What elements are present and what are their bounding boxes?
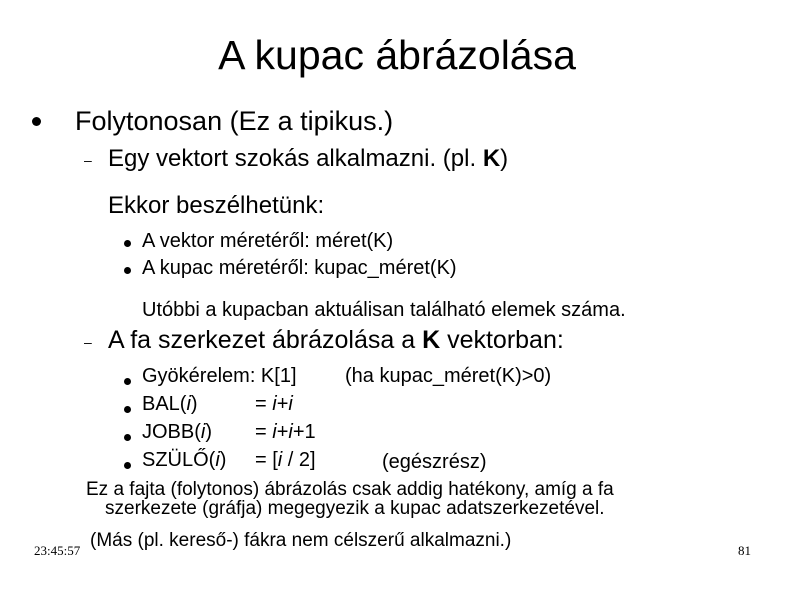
label-var: i — [186, 393, 191, 415]
sub2-item-3-comment: (egészrész) — [382, 451, 487, 473]
bullet-icon — [124, 462, 131, 469]
sub1-continuation: Ekkor beszélhetünk: — [108, 192, 325, 219]
label-var: i — [200, 421, 206, 443]
sub2-item-2-label — [142, 421, 212, 444]
tail: +1 — [292, 421, 316, 443]
bullet-icon — [124, 378, 131, 385]
bullet-icon — [124, 434, 131, 441]
sub1-item-1: A kupac méretéről: kupac_méret(K) — [142, 257, 457, 279]
eq: = [ — [255, 449, 278, 471]
sub2-suffix: vektorban: — [440, 326, 564, 354]
dash-icon: – — [84, 152, 92, 168]
op: + — [276, 393, 289, 415]
sub1-suffix: ) — [500, 145, 509, 172]
sub1-prefix: Egy vektort szokás alkalmazni. (pl. — [108, 145, 483, 172]
label-pre: JOBB( — [142, 421, 201, 443]
dash-icon: – — [84, 334, 92, 350]
sub1-item-0: A vektor méretéről: méret(K) — [142, 230, 394, 252]
sub1-text — [108, 145, 508, 173]
footer-time: 23:45:57 — [34, 543, 81, 558]
bullet-icon — [124, 267, 131, 274]
eq: = — [255, 393, 267, 415]
sub1-note: Utóbbi a kupacban aktuálisan található elemek száma. — [142, 299, 626, 321]
sub2-item-1-formula — [255, 393, 293, 416]
closing-line-1: szerkezete (gráfja) megegyezik a kupac adatszerkezetével. — [105, 498, 605, 519]
sub2-text — [108, 326, 564, 355]
label-post: ) — [205, 421, 213, 443]
var: i — [288, 393, 293, 415]
tail: / 2] — [282, 449, 316, 471]
closing-line-0: Ez a fajta (folytonos) ábrázolás csak addig hatékony, amíg a fa — [86, 479, 614, 500]
sub2-prefix: A fa szerkezet ábrázolása a — [108, 326, 423, 354]
label-var: i — [215, 449, 220, 471]
slide-title: A kupac ábrázolása — [218, 32, 576, 78]
sub2-item-3-label — [142, 449, 226, 472]
label-pre: SZÜLŐ( — [142, 449, 216, 471]
bullet-icon — [124, 406, 131, 413]
bullet-icon — [32, 117, 41, 126]
bullet-icon — [124, 240, 131, 247]
op: + — [276, 421, 289, 443]
sub2-item-3-formula — [255, 449, 316, 472]
sub2-item-0-value: (ha kupac_méret(K)>0) — [345, 365, 552, 387]
level1-text: Folytonosan (Ez a tipikus.) — [75, 106, 394, 136]
sub2-item-0-label: Gyökérelem: K[1] — [142, 365, 297, 387]
var: i — [272, 421, 277, 443]
var: i — [272, 393, 277, 415]
label-post: ) — [219, 449, 227, 471]
label-pre: BAL( — [142, 393, 187, 415]
sub2-item-2-formula — [255, 421, 316, 444]
var: i — [277, 449, 283, 471]
sub2-item-1-label — [142, 393, 198, 416]
label-post: ) — [190, 393, 198, 415]
sub1-bold: K — [482, 145, 501, 172]
var: i — [288, 421, 293, 443]
eq: = — [255, 421, 267, 443]
sub2-bold: K — [422, 326, 441, 354]
footer-page-number: 81 — [738, 543, 751, 558]
closing-line-2: (Más (pl. kereső-) fákra nem célszerű alkalmazni.) — [90, 530, 512, 551]
